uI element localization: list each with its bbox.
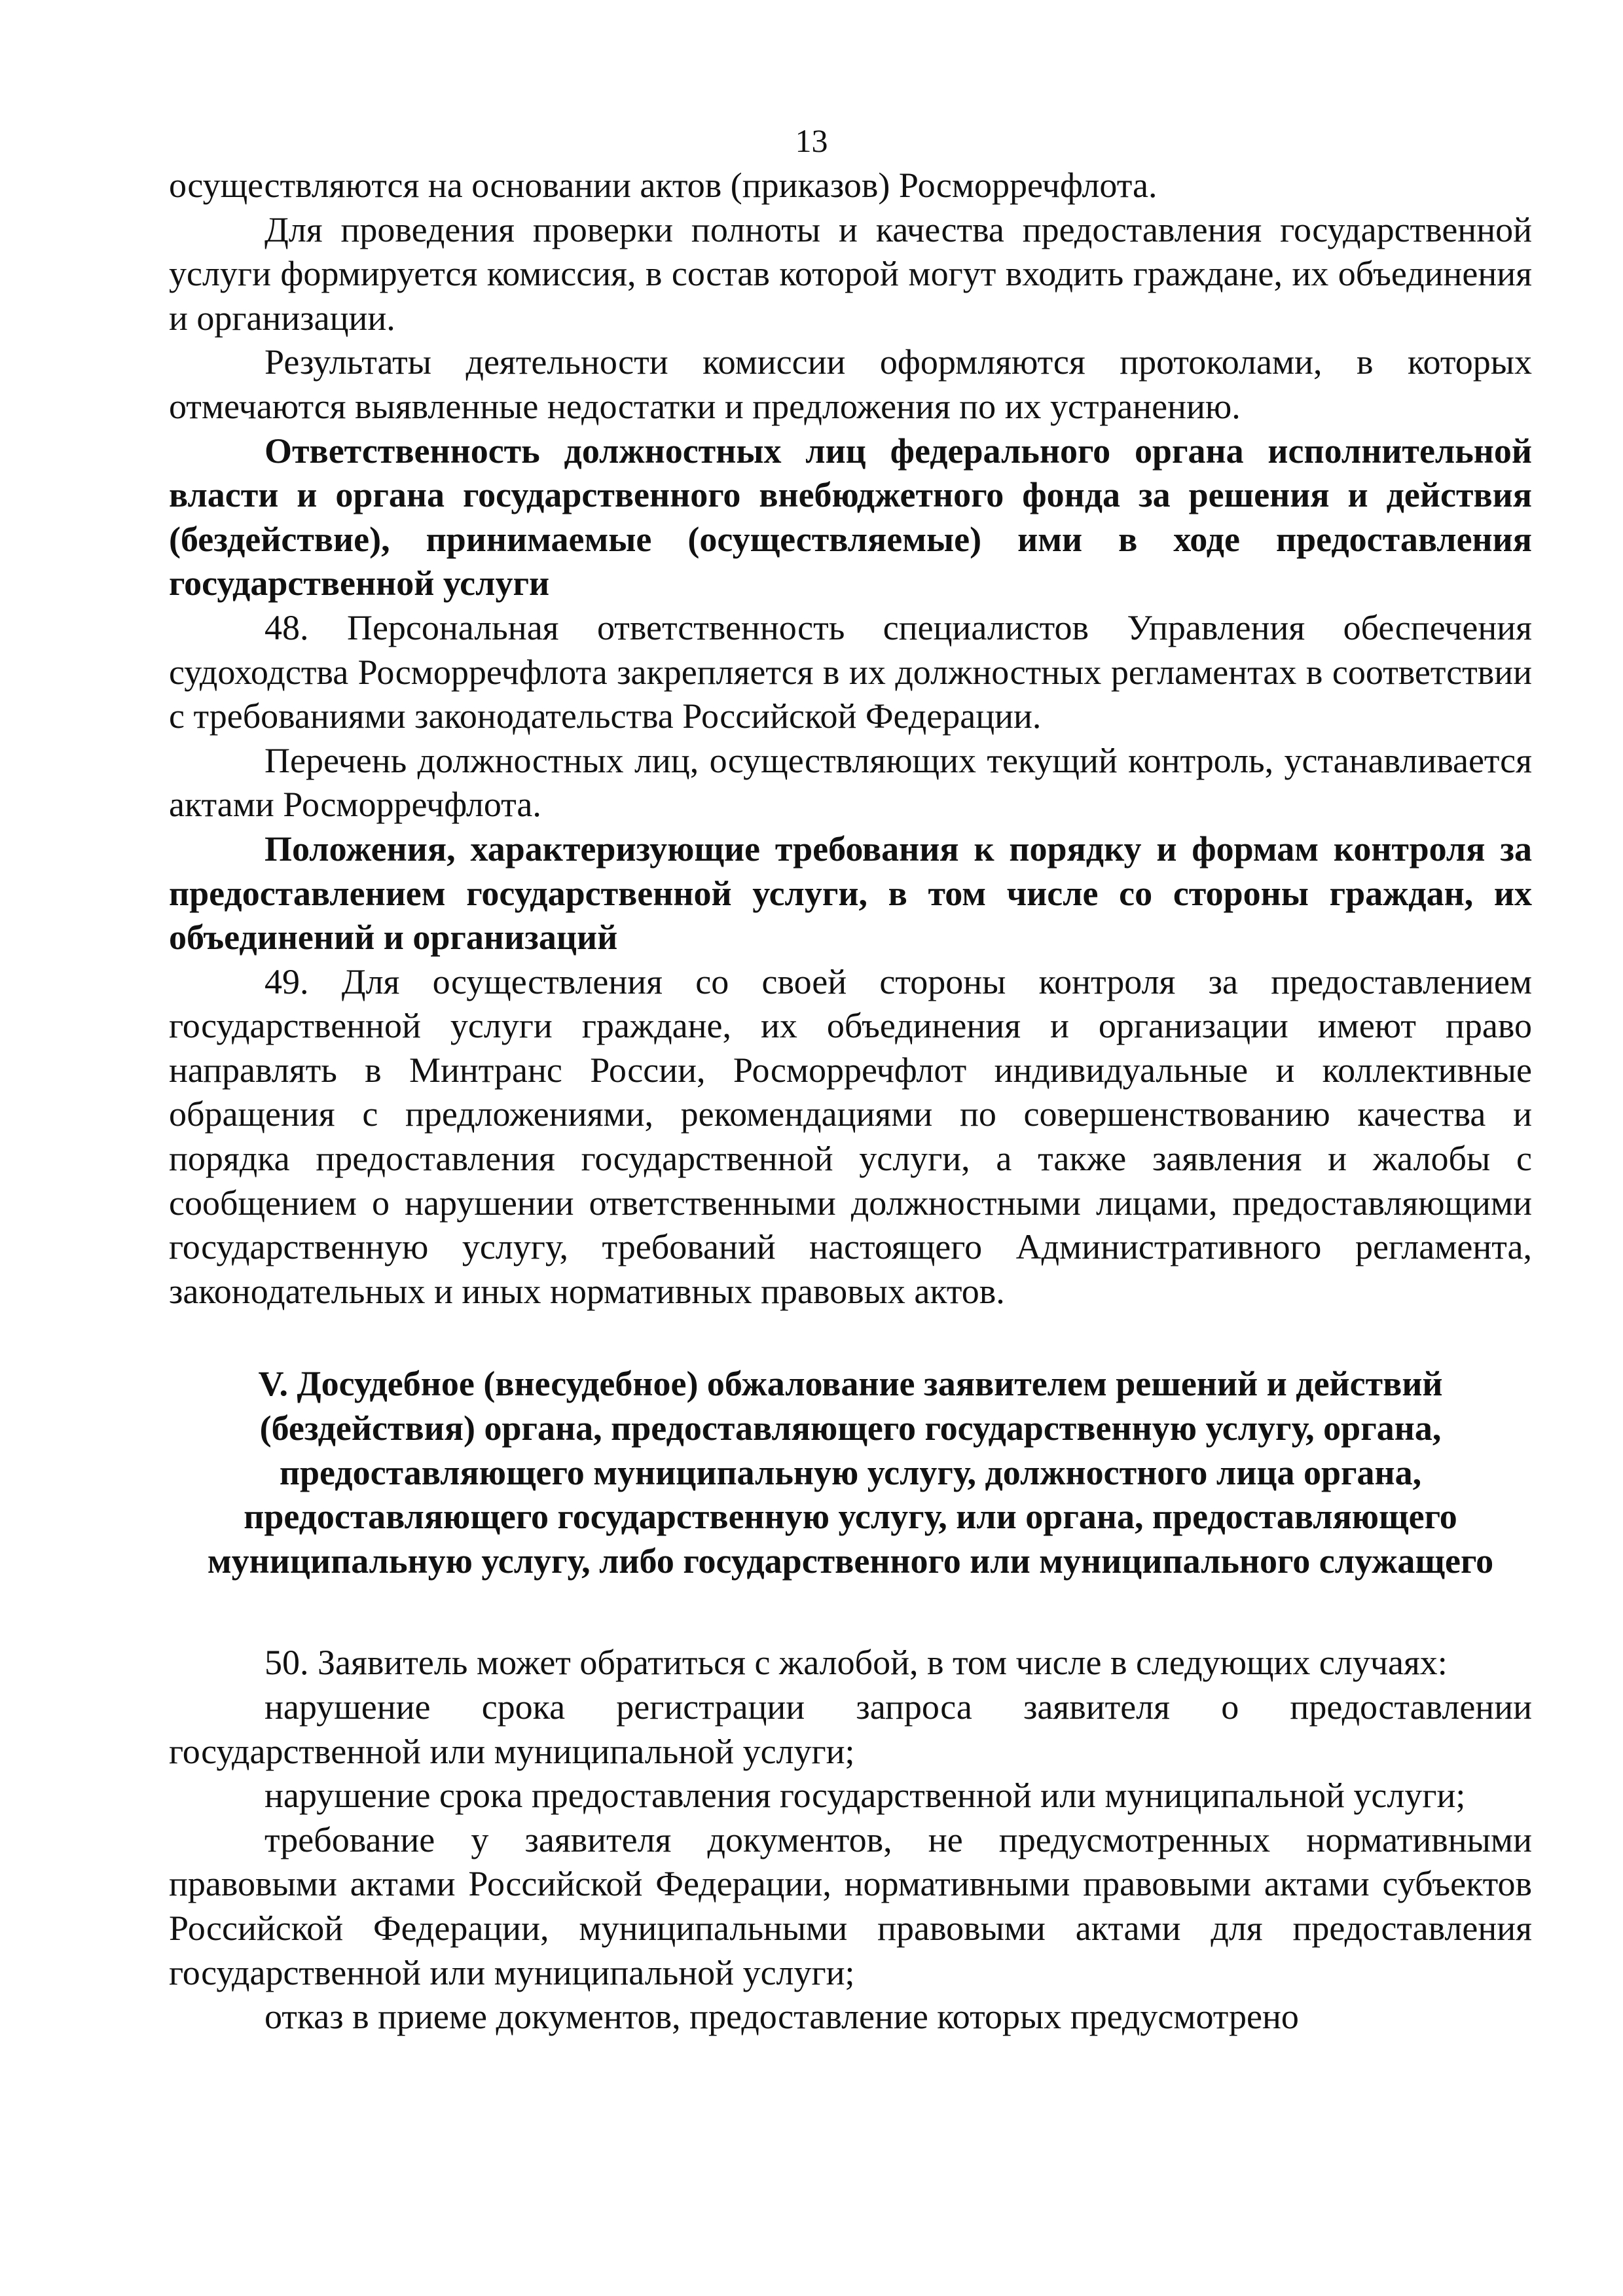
section-v-heading: V. Досудебное (внесудебное) обжалование заявителем решений и действий (бездействия) органа, предоставляющего государственную услугу, органа, предоставляющего муниципальную услугу, должностного лица органа, предоставляющего государственную услугу, или органа, предоставляющего муниципальную услугу, либо государственного или муниципального служащего bbox=[207, 1364, 1494, 1581]
paragraph-continuation: осуществляются на основании актов (приказов) Росморречфлота. bbox=[169, 166, 1158, 205]
document-body bbox=[169, 164, 1532, 2039]
list-item-term-violation: нарушение срока предоставления государственной или муниципальной услуги; bbox=[264, 1776, 1466, 1816]
paragraph-officials-list: Перечень должностных лиц, осуществляющих текущий контроль, устанавливается актами Росморречфлота. bbox=[169, 740, 1532, 825]
paragraph-commission: Для проведения проверки полноты и качества предоставления государственной услуги формируется комиссия, в состав которой могут входить граждане, их объединения и организации. bbox=[169, 209, 1532, 338]
list-item-refusal: отказ в приеме документов, предоставление которых предусмотрено bbox=[264, 1997, 1299, 2037]
list-item-registration-violation: нарушение срока регистрации запроса заявителя о предоставлении государственной или муниципальной услуги; bbox=[169, 1687, 1532, 1771]
heading-control-provisions: Положения, характеризующие требования к порядку и формам контроля за предоставлением государственной услуги, в том числе со стороны граждан, их объединений и организаций bbox=[169, 829, 1532, 958]
heading-responsibility: Ответственность должностных лиц федерального органа исполнительной власти и органа государственного внебюджетного фонда за решения и действия (бездействие), принимаемые (осуществляемые) ими в ходе предоставления государственной услуги bbox=[169, 431, 1532, 603]
list-item-documents-requirement: требование у заявителя документов, не предусмотренных нормативными правовыми актами Российской Федерации, нормативными правовыми актами субъектов Российской Федерации, муниципальными правовыми актами для предоставления государственной или муниципальной услуги; bbox=[169, 1820, 1532, 1992]
page-number: 13 bbox=[795, 122, 828, 159]
paragraph-49: 49. Для осуществления со своей стороны контроля за предоставлением государственной услуги граждане, их объединения и организации имеют право направлять в Минтранс России, Росморречфлот индивидуальные и коллективные обращения с предложениями, рекомендациями по совершенствованию качества и порядка предоставления государственной услуги, а также заявления и жалобы с сообщением о нарушении ответственными должностными лицами, предоставляющими государственную услугу, требований настоящего Административного регламента, законодательных и иных нормативных правовых актов. bbox=[169, 961, 1532, 1311]
paragraph-48: 48. Персональная ответственность специалистов Управления обеспечения судоходства Росморречфлота закрепляется в их должностных регламентах в соответствии с требованиями законодательства Российской Федерации. bbox=[169, 607, 1532, 736]
paragraph-commission-results: Результаты деятельности комиссии оформляются протоколами, в которых отмечаются выявленные недостатки и предложения по их устранению. bbox=[169, 342, 1532, 426]
paragraph-50: 50. Заявитель может обратиться с жалобой, в том числе в следующих случаях: bbox=[264, 1643, 1448, 1683]
